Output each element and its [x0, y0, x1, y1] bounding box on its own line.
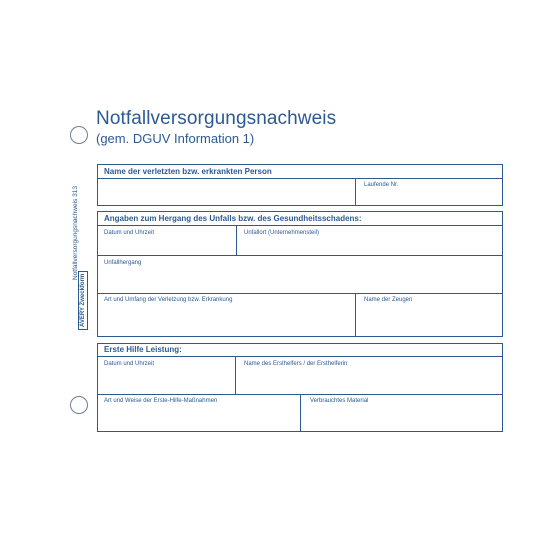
- label-massnahmen[interactable]: Art und Weise der Erste-Hilfe-Maßnahmen: [104, 398, 218, 404]
- divider: [300, 394, 301, 431]
- form-subtitle: (gem. DGUV Information 1): [96, 131, 255, 146]
- section-person: [97, 164, 503, 206]
- form-title: Notfallversorgungsnachweis: [96, 108, 337, 129]
- divider: [98, 293, 502, 294]
- label-eh-datum[interactable]: Datum und Uhrzeit: [104, 361, 155, 367]
- punch-hole-bottom: [70, 396, 88, 414]
- section-erste-hilfe: [97, 343, 503, 432]
- divider: [236, 226, 237, 255]
- label-ersthelfer[interactable]: Name des Ersthelfers / der Ersthelferin: [244, 361, 348, 367]
- section-unfall-heading: Angaben zum Hergang des Unfalls bzw. des Gesundheitsschadens:: [98, 212, 502, 226]
- label-name-field[interactable]: [102, 179, 352, 205]
- divider: [355, 293, 356, 336]
- section-unfall: [97, 211, 503, 337]
- label-laufende-nr[interactable]: Laufende Nr.: [364, 182, 399, 188]
- punch-hole-top: [70, 126, 88, 144]
- divider: [235, 357, 236, 394]
- section-person-heading: Name der verletzten bzw. erkrankten Person: [98, 165, 502, 179]
- label-unfallort[interactable]: Unfallort (Unternehmensteil): [244, 230, 320, 236]
- label-datum-uhrzeit[interactable]: Datum und Uhrzeit: [104, 230, 155, 236]
- divider: [98, 255, 502, 256]
- label-verletzung[interactable]: Art und Umfang der Verletzung bzw. Erkrankung: [104, 297, 233, 303]
- section-erste-hilfe-heading: Erste Hilfe Leistung:: [98, 344, 502, 357]
- label-material[interactable]: Verbrauchtes Material: [310, 398, 369, 404]
- avery-logo: AVERY Zweckform: [78, 271, 88, 330]
- label-unfallhergang[interactable]: Unfallhergang: [104, 260, 142, 266]
- label-zeugen[interactable]: Name der Zeugen: [364, 297, 413, 303]
- divider: [355, 179, 356, 205]
- side-form-label: Notfallversorgungsnachweis 313: [72, 186, 79, 280]
